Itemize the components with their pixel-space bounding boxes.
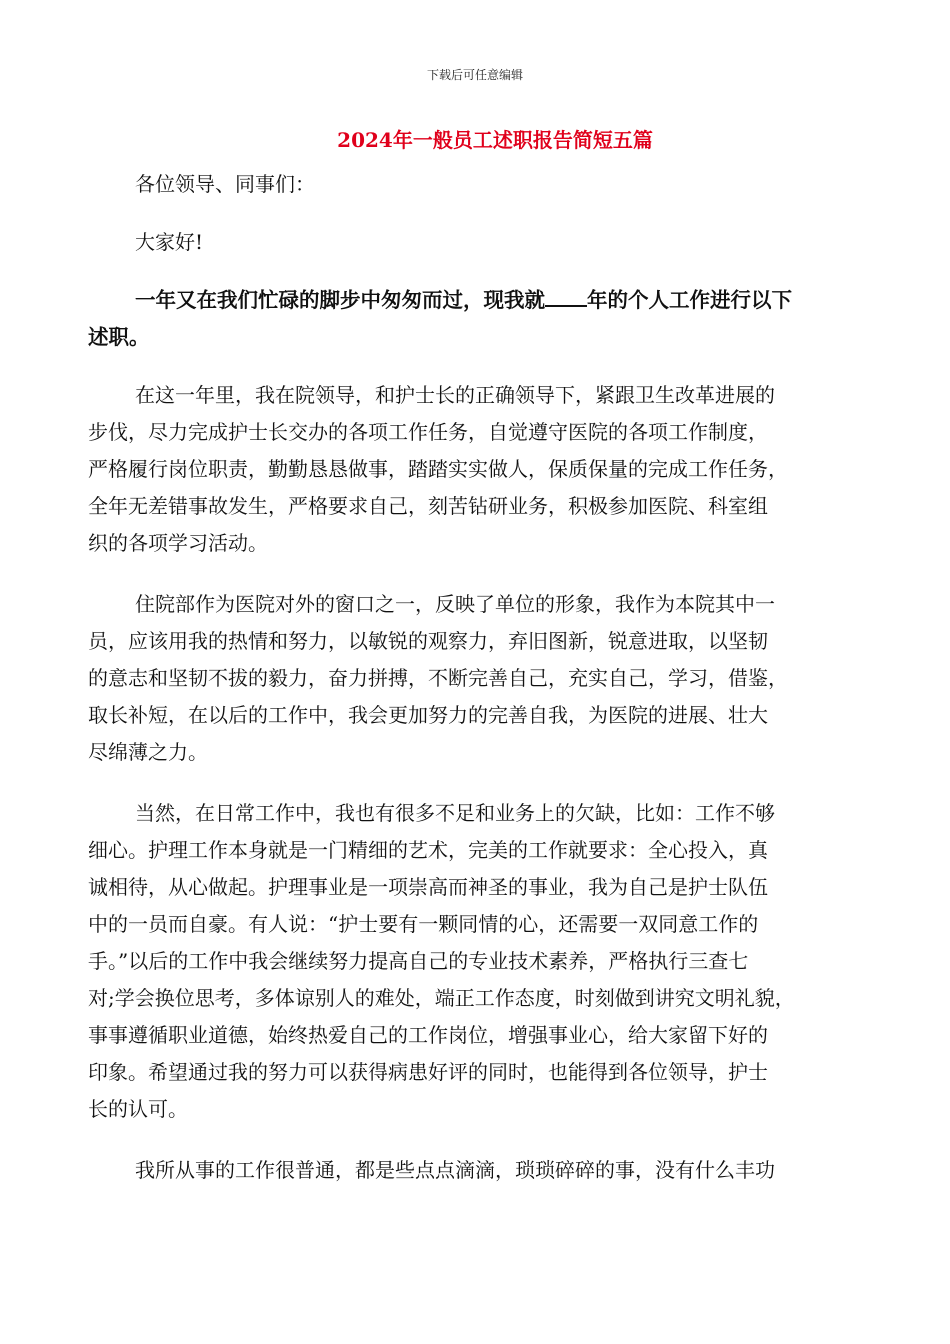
intro-text-after: 年的个人工作进行以下 [587, 288, 792, 312]
paragraph-2 [88, 586, 858, 771]
header-note: 下载后可任意编辑 [426, 68, 523, 82]
hello-line: 大家好! [135, 230, 204, 254]
greeting: 各位领导、同事们： [135, 172, 315, 196]
paragraph-line: 尽绵薄之力。 [88, 740, 208, 764]
paragraph-line: 步伐，尽力完成护士长交办的各项工作任务，自觉遵守医院的各项工作制度， [88, 420, 768, 444]
paragraph-line: 织的各项学习活动。 [88, 531, 268, 555]
paragraph-line: 对;学会换位思考，多体谅别人的难处，端正工作态度，时刻做到讲究文明礼貌， [88, 986, 795, 1010]
paragraph-1 [88, 377, 858, 562]
paragraph-line: 在这一年里，我在院领导，和护士长的正确领导下，紧跟卫生改革进展的 [135, 383, 775, 407]
fill-in-blank [545, 287, 587, 307]
intro-text-before: 一年又在我们忙碌的脚步中匆匆而过，现我就 [135, 288, 545, 312]
paragraph-4 [88, 1152, 858, 1189]
paragraph-3 [88, 795, 858, 1128]
paragraph-line: 严格履行岗位职责，勤勤恳恳做事，踏踏实实做人，保质保量的完成工作任务， [88, 457, 788, 481]
paragraph-line: 细心。护理工作本身就是一门精细的艺术，完美的工作就要求：全心投入，真 [88, 838, 768, 862]
paragraph-line: 员，应该用我的热情和努力，以敏锐的观察力，弃旧图新，锐意进取，以坚韧 [88, 629, 768, 653]
paragraph-line: 全年无差错事故发生，严格要求自己，刻苦钻研业务，积极参加医院、科室组 [88, 494, 768, 518]
intro-line-2: 述职。 [88, 325, 150, 349]
document-body [88, 166, 858, 1189]
paragraph-line: 我所从事的工作很普通，都是些点点滴滴，琐琐碎碎的事，没有什么丰功 [135, 1158, 775, 1182]
paragraph-line: 的意志和坚韧不拔的毅力，奋力拼搏，不断完善自己，充实自己，学习，借鉴， [88, 666, 788, 690]
paragraph-line: 中的一员而自豪。有人说：“护士要有一颗同情的心，还需要一双同意工作的 [88, 912, 759, 936]
paragraph-line: 长的认可。 [88, 1097, 188, 1121]
paragraph-line: 事事遵循职业道德，始终热爱自己的工作岗位，增强事业心，给大家留下好的 [88, 1023, 768, 1047]
paragraph-line: 手。”以后的工作中我会继续努力提高自己的专业技术素养，严格执行三查七 [88, 949, 749, 973]
paragraph-line: 当然，在日常工作中，我也有很多不足和业务上的欠缺，比如：工作不够 [135, 801, 775, 825]
document-title: 2024年一般员工述职报告简短五篇 [337, 128, 653, 152]
intro-line-1 [88, 282, 858, 319]
paragraph-line: 取长补短，在以后的工作中，我会更加努力的完善自我，为医院的进展、壮大 [88, 703, 768, 727]
paragraph-line: 印象。希望通过我的努力可以获得病患好评的同时，也能得到各位领导，护士 [88, 1060, 768, 1084]
paragraph-line: 住院部作为医院对外的窗口之一，反映了单位的形象，我作为本院其中一 [135, 592, 775, 616]
paragraph-line: 诚相待，从心做起。护理事业是一项崇高而神圣的事业，我为自己是护士队伍 [88, 875, 768, 899]
